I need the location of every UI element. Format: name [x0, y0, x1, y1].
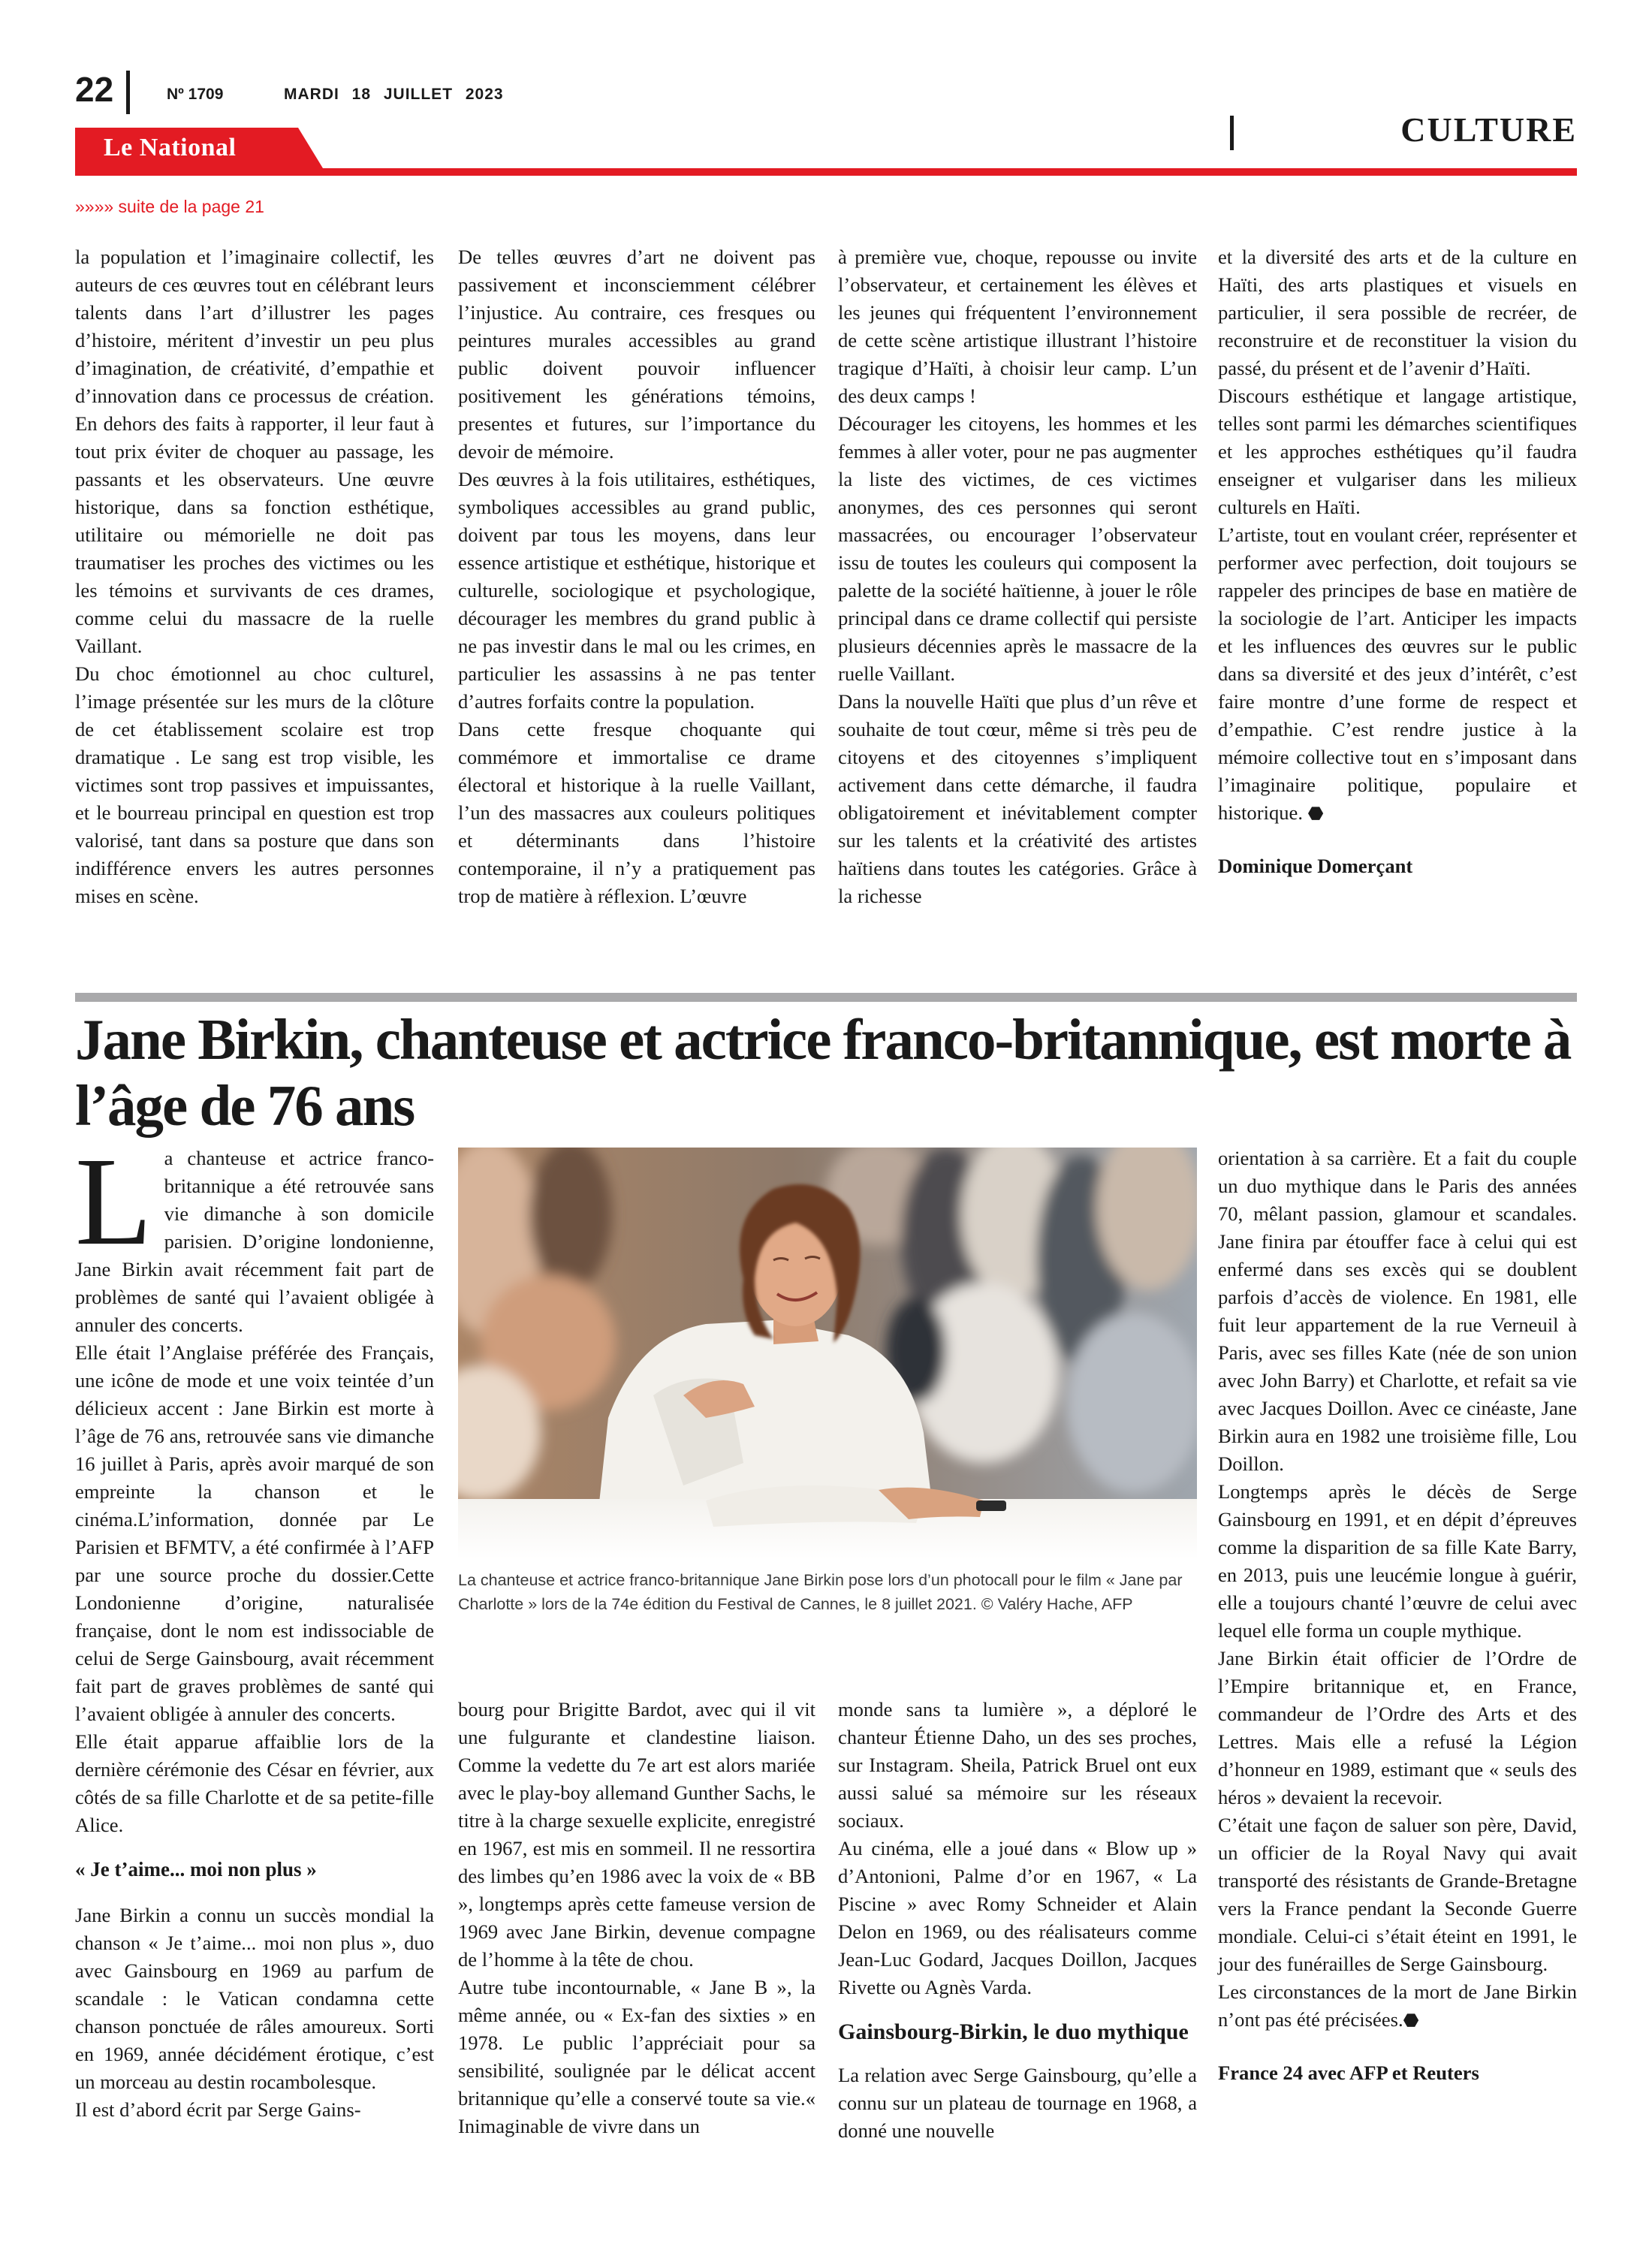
paragraph: Au cinéma, elle a joué dans « Blow up » d’Antonioni, Palme d’or en 1967, « La Piscine » avec Romy Schneider et Alain Delon en 1969, ou des réalisateurs comme Jean-Luc Godard, Jacques Doillon, Jacques Rivette ou Agnès Varda. [838, 1837, 1197, 1998]
paragraph-text: Les circonstances de la mort de Jane Birkin n’ont pas été précisées. [1218, 1980, 1577, 2031]
lead-paragraph: a chanteuse et actrice franco-britannique a été retrouvée sans vie dimanche à son domicile parisien. D’origine londonienne, Jane Birkin avait récemment fait part de problèmes de santé qui l’avaient obligée à annuler des concerts. [75, 1147, 434, 1336]
paragraph: Longtemps après le décès de Serge Gainsbourg en 1991, et en dépit d’épreuves comme la disparition de sa fille Kate Barry, en 2013, puis une leucémie longue à guérir, elle a toujours chanté l’œuvre de celui avec lequel elle forma un couple mythique. [1218, 1480, 1577, 1642]
section-label: CULTURE [1400, 110, 1577, 149]
top-article-column-2 [458, 243, 815, 910]
end-mark-icon: ⬣ [1403, 2011, 1419, 2031]
article-headline: Jane Birkin, chanteuse et actrice franco-britannique, est morte à l’âge de 76 ans [75, 1007, 1571, 1138]
birkin-column-2 [458, 1696, 815, 2140]
issue-date: MARDI 18 JUILLET 2023 [284, 86, 504, 103]
paragraph: orientation à sa carrière. Et a fait du couple un duo mythique dans le Paris des années 70, mêlant passion, glamour et scandales. Jane finira par étouffer face à celui qui est enfermé dans ses excès qui se doublent parfois d’accès de violence. En 1981, elle fuit leur appartement de la rue Verneuil à Paris, avec ses filles Kate (née de son union avec John Barry) et Charlotte, et refait sa vie avec Jacques Doillon. Avec ce cinéaste, Jane Birkin aura en 1982 une troisième fille, Lou Doillon. [1218, 1147, 1577, 1475]
paragraph: Elle était l’Anglaise préférée des Français, une icône de mode et une voix teintée d’un délicieux accent : Jane Birkin est morte à l’âge de 76 ans, retrouvée sans vie dimanche 16 juillet à Paris, après avoir marqué de son empreinte la chanson et le cinéma.L’information, donnée par Le Parisien et BFMTV, a été confirmée à l’AFP par une source proche du dossier.Cette Londonienne d’origine, naturalisée française, dont le nom est indissociable de celui de Serge Gainsbourg, avait récemment fait part de graves problèmes de santé qui l’avaient obligée à annuler des concerts. [75, 1341, 434, 1725]
masthead-brand: Le National [104, 134, 237, 161]
paragraph: Elle était apparue affaiblie lors de la dernière cérémonie des César en février, aux côtés de sa fille Charlotte et de sa petite-fille Alice. [75, 1730, 434, 1836]
issue-number: Nº 1709 [167, 86, 224, 103]
page-number: 22 [75, 70, 114, 109]
drop-cap: L [75, 1132, 152, 1271]
subheading: « Je t’aime... moi non plus » [75, 1858, 317, 1881]
birkin-column-4 [1218, 1145, 1577, 2087]
photo-caption: La chanteuse et actrice franco-britannique Jane Birkin pose lors d’un photocall pour le film « Jane par Charlotte » lors de la 74e édition du Festival de Cannes, le 8 juillet 2021. © Valéry Hache, AFP [458, 1571, 1183, 1613]
continuation-link[interactable]: »»»» suite de la page 21 [75, 197, 264, 216]
paragraph: à première vue, choque, repousse ou invite l’observateur, et certainement les élèves et les jeunes qui fréquentent l’environnement de cette scène artistique illustrant l’histoire tragique d’Haïti, à choisir leur camp. L’un des deux camps ! [838, 246, 1197, 407]
paragraph: Du choc émotionnel au choc culturel, l’image présentée sur les murs de la clôture de cet établissement scolaire est trop dramatique . Le sang est trop visible, les victimes sont trop passives et impuissantes, et le bourreau principal en question est trop valorisé, tant dans sa posture que dans son indifférence envers les autres personnes mises en scène. [75, 662, 434, 907]
paragraph-text: L’artiste, tout en voulant créer, représenter et performer avec perfection, doit toujours se rappeler des principes de base en matière de la sociologie de l’art. Anticiper les impacts et les influences des œuvres sur le public dans sa diversité et des jeux d’intérêt, c’est faire montre d’une forme de respect et d’empathie. C’est rendre justice à la mémoire collective tout en s’imposant dans l’imaginaire politique, populaire et historique. [1218, 523, 1577, 824]
paragraph [1218, 521, 1577, 828]
paragraph: et la diversité des arts et de la culture en Haïti, des arts plastiques et visuels en particulier, il sera possible de recréer, de reconstruire et de reconstituer la vision du passé, du présent et de l’avenir d’Haïti. [1218, 246, 1577, 379]
paragraph: Dans cette fresque choquante qui commémore et immortalise ce drame électoral et historique à la ruelle Vaillant, l’un des massacres aux couleurs politiques et déterminants dans l’histoire contemporaine, il n’y a pratiquement pas trop de matière à réflexion. L’œuvre [458, 718, 815, 907]
paragraph: Jane Birkin était officier de l’Ordre de l’Empire britannique et, en France, commandeur de l’Ordre des Arts et des Lettres. Mais elle a refusé la Légion d’honneur en 1989, estimant que « seuls des héros » devaient la recevoir. [1218, 1647, 1577, 1808]
paragraph: La relation avec Serge Gainsbourg, qu’elle a connu sur un plateau de tournage en 1968, a donné une nouvelle [838, 2064, 1197, 2142]
author-byline: France 24 avec AFP et Reuters [1218, 2061, 1479, 2084]
paragraph [1218, 1978, 1577, 2035]
paragraph: Des œuvres à la fois utilitaires, esthétiques, symboliques accessibles au grand public, doivent par tous les moyens, dans leur essence artistique et esthétique, historique et culturelle, sociologique et psychologique, décourager les membres du grand public à ne pas investir dans le mal ou les crimes, en particulier les assassins à ne pas tenter d’autres forfaits contre la population. [458, 468, 815, 713]
portrait-photo-image [458, 1148, 1197, 1559]
paragraph: la population et l’imaginaire collectif, les auteurs de ces œuvres tout en célébrant leurs talents dans l’art d’illustrer les pages d’histoire, méritent d’investir un peu plus d’imagination, de créativité, d’empathie et d’innovation dans ce processus de création. En dehors des faits à rapporter, il leur faut à tout prix éviter de choquer au passage, les passants et les observateurs. Une œuvre historique, dans sa fonction esthétique, utilitaire ou mémorielle ne doit pas traumatiser les proches des victimes ou les les témoins et survivants de ces drames, comme celui du massacre de la ruelle Vaillant. [75, 246, 434, 657]
paragraph: Dans la nouvelle Haïti que plus d’un rêve et souhaite de tout cœur, même si très peu de citoyens et des citoyennes s’impliquent activement dans cette démarche, il faudra obligatoirement et inévitablement compter sur les talents et la créativité des artistes haïtiens dans toutes les catégories. Grâce à la richesse [838, 690, 1197, 907]
paragraph: bourg pour Brigitte Bardot, avec qui il vit une fulgurante et clandestine liaison. Comme la vedette du 7e art est alors mariée avec le play-boy allemand Gunther Sachs, le titre à la charge sexuelle explicite, enregistré en 1967, est mis en sommeil. Il ne ressortira des limbes qu’en 1986 avec la voix de « BB », longtemps après cette fameuse version de 1969 avec Jane Birkin, devenue compagne de l’homme à la tête de chou. [458, 1698, 815, 1971]
paragraph: Autre tube incontournable, « Jane B », la même année, ou « Ex-fan des sixties » en 1978. Le public l’appréciait pour sa sensibilité, soulignée par le délicat accent britannique qu’elle a conservé toute sa vie.« Inimaginable de vivre dans un [458, 1976, 815, 2137]
section-divider [1230, 116, 1234, 150]
article-divider [75, 993, 1577, 1002]
end-mark-icon: ⬣ [1307, 804, 1324, 824]
author-byline: Dominique Domerçant [1218, 855, 1413, 877]
paragraph: Jane Birkin a connu un succès mondial la chanson « Je t’aime... moi non plus », duo avec Gainsbourg en 1969 au parfum de scandale : le Vatican condamna cette chanson ponctuée de râles amoureux. Sorti en 1969, année décidément érotique, c’est un morceau au destin rocambolesque. [75, 1904, 434, 2093]
paragraph: Discours esthétique et langage artistique, telles sont parmi les démarches scientifiques et les approches esthétiques qu’il faudra enseigner et vulgariser dans les milieux culturels en Haïti. [1218, 385, 1577, 518]
paragraph: Il est d’abord écrit par Serge Gains- [75, 2098, 361, 2121]
paragraph: De telles œuvres d’art ne doivent pas passivement et inconsciemment célébrer l’injustice. Au contraire, ces fresques ou peintures murales accessibles au grand public doivent pouvoir influencer positivement les générations témoins, presentes et futures, sur l’importance du devoir de mémoire. [458, 246, 815, 463]
page-number-divider [126, 71, 130, 114]
birkin-column-1 [75, 1132, 434, 2124]
article-photo [458, 1148, 1197, 1559]
birkin-column-3 [838, 1696, 1197, 2145]
top-article-column-1 [75, 243, 434, 910]
paragraph: C’était une façon de saluer son père, David, un officier de la Royal Navy qui avait transporté des résistants de Grande-Bretagne vers la France pendant la Seconde Guerre mondiale. Celui-ci s’était éteint en 1991, le jour des funérailles de Serge Gainsbourg. [1218, 1814, 1577, 1975]
header-rule [75, 168, 1577, 176]
top-article-column-3 [838, 243, 1197, 910]
top-article-column-4 [1218, 243, 1577, 880]
paragraph: Décourager les citoyens, les hommes et les femmes à aller voter, pour ne pas augmenter la liste des victimes, de ces victimes anonymes, des ces personnes qui seront massacrées, ou encourager l’observateur issu de toutes les couleurs qui composent la palette de la société haïtienne, à jouer le rôle principal dans ce drame collectif qui persiste plusieurs décennies après le massacre de la ruelle Vaillant. [838, 412, 1197, 685]
subheading: Gainsbourg-Birkin, le duo mythique [838, 2019, 1189, 2044]
paragraph: monde sans ta lumière », a déploré le chanteur Étienne Daho, un des ses proches, sur Instagram. Sheila, Patrick Bruel ont eux aussi salué sa mémoire sur les réseaux sociaux. [838, 1698, 1197, 1832]
